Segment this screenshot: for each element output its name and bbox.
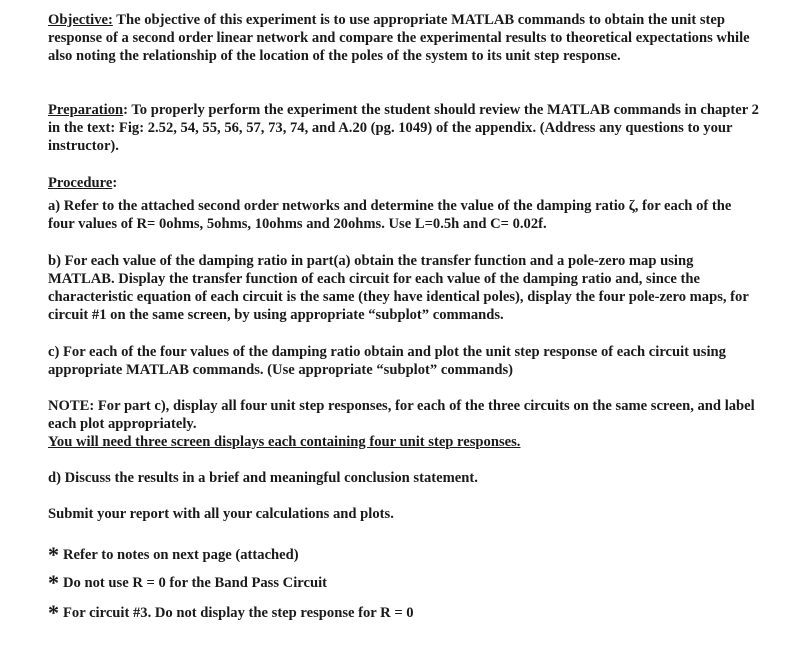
- preparation-paragraph: [48, 101, 760, 155]
- note-item-text: For circuit #3. Do not display the step response for R = 0: [63, 605, 414, 621]
- procedure-step-a: a) Refer to the attached second order networks and determine the value of the damping ratio ζ, for each of the four values of R= 0ohms, 5ohms, 10ohms and 20ohms. Use L=0.5h and C= 0.02f.: [48, 198, 732, 232]
- procedure-label: Procedure: [48, 175, 113, 191]
- note-item: [48, 600, 414, 625]
- preparation-label: Preparation: [48, 102, 124, 118]
- note-underlined: You will need three screen displays each containing four unit step responses.: [48, 434, 521, 450]
- note-item-text: Do not use R = 0 for the Band Pass Circuit: [63, 575, 327, 591]
- procedure-step-d: d) Discuss the results in a brief and meaningful conclusion statement.: [48, 470, 478, 486]
- procedure-note: [48, 397, 760, 451]
- objective-label: Objective:: [48, 12, 113, 28]
- note-item-text: Refer to notes on next page (attached): [63, 547, 299, 563]
- asterisk-icon: *: [48, 600, 59, 625]
- submit-statement: Submit your report with all your calculations and plots.: [48, 506, 394, 522]
- procedure-step-b: b) For each value of the damping ratio in part(a) obtain the transfer function and a pole-zero map using MATLAB. Display the transfer function of each circuit for each value of the damping ratio and, since the characteristic equation of each circuit is the same (they have identical poles), display the four pole-zero maps, for circuit #1 on the same screen, by using appropriate “subplot” commands.: [48, 253, 749, 323]
- procedure-heading: Procedure:: [48, 175, 118, 191]
- note-item: [48, 570, 327, 595]
- asterisk-icon: *: [48, 570, 59, 595]
- procedure-step-c: c) For each of the four values of the damping ratio obtain and plot the unit step response of each circuit using appropriate MATLAB commands. (Use appropriate “subplot” commands): [48, 344, 726, 378]
- note-text: NOTE: For part c), display all four unit step responses, for each of the three circuits on the same screen, and label each plot appropriately.: [48, 398, 755, 432]
- asterisk-icon: *: [48, 542, 59, 567]
- preparation-text: : To properly perform the experiment the student should review the MATLAB commands in chapter 2 in the text: Fig: 2.52, 54, 55, 56, 57, 73, 74, and A.20 (pg. 1049) of the appendix. (Address any questions to your instructor).: [48, 102, 759, 154]
- note-item: [48, 542, 299, 567]
- objective-text: The objective of this experiment is to use appropriate MATLAB commands to obtain the unit step response of a second order linear network and compare the experimental results to theoretical expectations while also noting the relationship of the location of the poles of the system to its unit step response.: [48, 12, 750, 64]
- objective-paragraph: [48, 11, 760, 65]
